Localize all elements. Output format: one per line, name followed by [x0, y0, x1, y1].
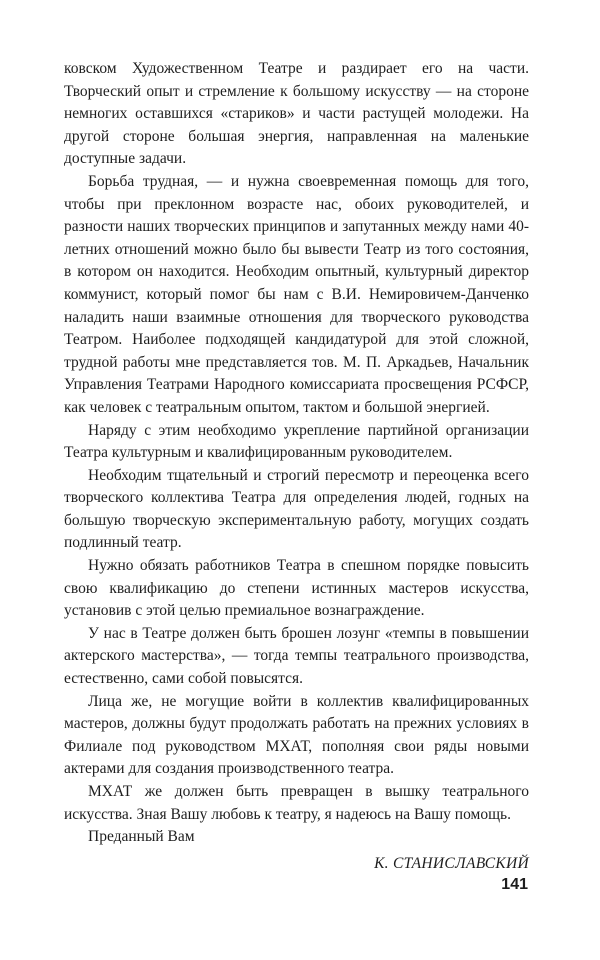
- paragraph-struggle: Борьба трудная, — и нужна своевременная помощь для того, чтобы при преклонном возрасте нас, обоих руководителей, и разности наших творческих принципов и запутанных между нами 40-летних отношений можно было бы вывести Театр из того состояния, в котором он находится. Необходим опытный, культурный директор коммунист, который помог бы нам с В.И. Немировичем-Данченко наладить наши взаимные отношения для творческого руководства Театром. Наиболее подходящей кандидатурой для этой сложной, трудной работы мне представляется тов. М. П. Аркадьев, Начальник Управления Театрами Народного комиссариата просвещения РСФСР, как человек с театральным опытом, тактом и большой энергией.: [64, 172, 529, 416]
- paragraph-collective-review: Необходим тщательный и строгий пересмотр и переоценка всего творческого коллектива Театра для определения людей, годных на большую творческую экспериментальную работу, могущих создать подлинный театр.: [64, 466, 529, 552]
- paragraph-slogan: У нас в Театре должен быть брошен лозунг «темпы в повышении актерского мастерства», — тогда темпы театрального производства, естественно, сами собой повысятся.: [64, 624, 529, 688]
- paragraph-filial: Лица же, не могущие войти в коллектив квалифицированных мастеров, должны будут продолжать работать на прежних условиях в Филиале под руководством МХАТ, пополняя свои ряды новыми актерами для создания производственного театра.: [64, 692, 529, 778]
- signature: К. СТАНИСЛАВСКИЙ: [374, 854, 529, 872]
- paragraph-party-organization: Наряду с этим необходимо укрепление партийной организации Театра культурным и квалифицированным руководителем.: [64, 421, 529, 462]
- page-number: 141: [501, 876, 528, 893]
- letter-body: [64, 58, 529, 875]
- paragraph-continuation: ковском Художественном Театре и раздирает его на части. Творческий опыт и стремление к большому искусству — на стороне немногих оставшихся «стариков» и части растущей молодежи. На другой стороне большая энергия, направленная на маленькие доступные задачи.: [64, 60, 529, 168]
- paragraph-mhat-tower: МХАТ же должен быть превращен в вышку театрального искусства. Зная Вашу любовь к театру, я надеюсь на Вашу помощь.: [64, 783, 529, 823]
- paragraph-qualification: Нужно обязать работников Театра в спешном порядке повысить свою квалификацию до степени истинных мастеров искусства, установив с этой целью премиальное вознаграждение.: [64, 557, 529, 620]
- closing-line: Преданный Вам: [88, 828, 195, 846]
